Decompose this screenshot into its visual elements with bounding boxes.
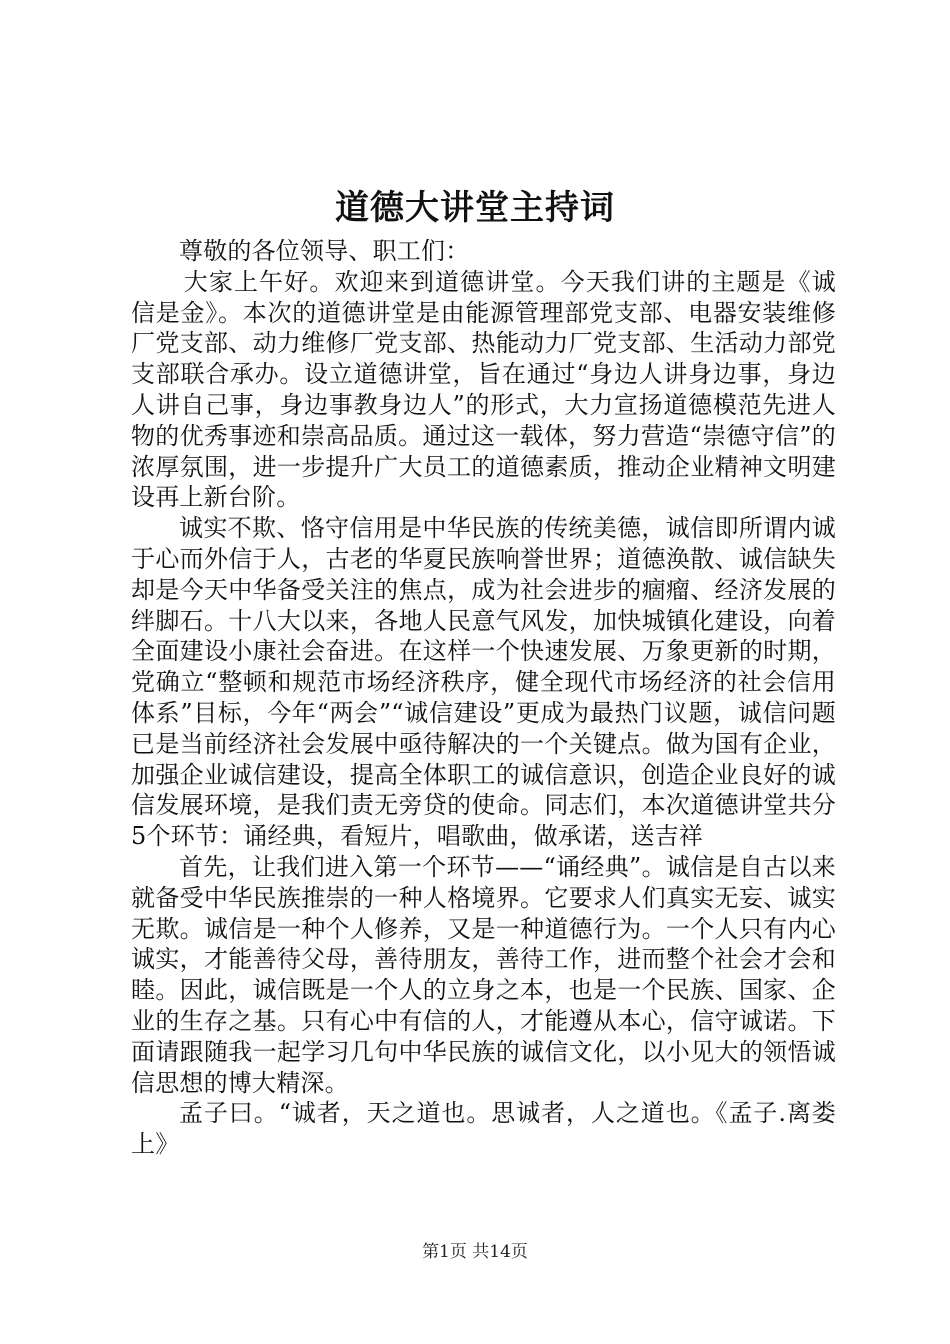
- page-number-footer: 第1页 共14页: [422, 1242, 528, 1262]
- integrity-paragraph: 诚实不欺、恪守信用是中华民族的传统美德，诚信即所谓内诚于心而外信于人，古老的华夏民族响誉世界；道德涣散、诚信缺失却是今天中华备受关注的焦点，成为社会进步的痼瘤、经济发展的绊脚石。十八大以来，各地人民意气风发，加快城镇化建设，向着全面建设小康社会奋进。在这样一个快速发展、万象更新的时期，党确立“整顿和规范市场经济秩序，健全现代市场经济的社会信用体系”目标，今年“两会”“诚信建设”更成为最热门议题，诚信问题已是当前经济社会发展中亟待解决的一个关键点。做为国有企业，加强企业诚信建设，提高全体职工的诚信意识，创造企业良好的诚信发展环境，是我们责无旁贷的使命。同志们，本次道德讲堂共分5个环节：诵经典，看短片，唱歌曲，做承诺，送吉祥: [131, 514, 836, 851]
- document-title: 道德大讲堂主持词: [335, 188, 615, 228]
- first-segment-paragraph: 首先，让我们进入第一个环节——“诵经典”。诚信是自古以来就备受中华民族推崇的一种人格境界。它要求人们真实无妄、诚实无欺。诚信是一种个人修养，又是一种道德行为。一个人只有内心诚实，才能善待父母，善待朋友，善待工作，进而整个社会才会和睦。因此，诚信既是一个人的立身之本，也是一个民族、国家、企业的生存之基。只有心中有信的人，才能遵从本心，信守诚诺。下面请跟随我一起学习几句中华民族的诚信文化，以小见大的领悟诚信思想的博大精深。: [131, 852, 836, 1097]
- greeting-paragraph: 尊敬的各位领导、职工们：: [179, 237, 470, 265]
- intro-paragraph: 大家上午好。欢迎来到道德讲堂。今天我们讲的主题是《诚信是金》。本次的道德讲堂是由能源管理部党支部、电器安装维修厂党支部、动力维修厂党支部、热能动力厂党支部、生活动力部党支部联合承办。设立道德讲堂，旨在通过“身边人讲身边事，身边人讲自己事，身边事教身边人”的形式，大力宣扬道德模范先进人物的优秀事迹和崇高品质。通过这一载体，努力营造“崇德守信”的浓厚氛围，进一步提升广大员工的道德素质，推动企业精神文明建设再上新台阶。: [131, 267, 836, 512]
- mencius-quote-paragraph: 孟子曰。“诚者，天之道也。思诚者，人之道也。《孟子.离娄上》: [131, 1099, 836, 1159]
- document-body: [131, 236, 836, 1160]
